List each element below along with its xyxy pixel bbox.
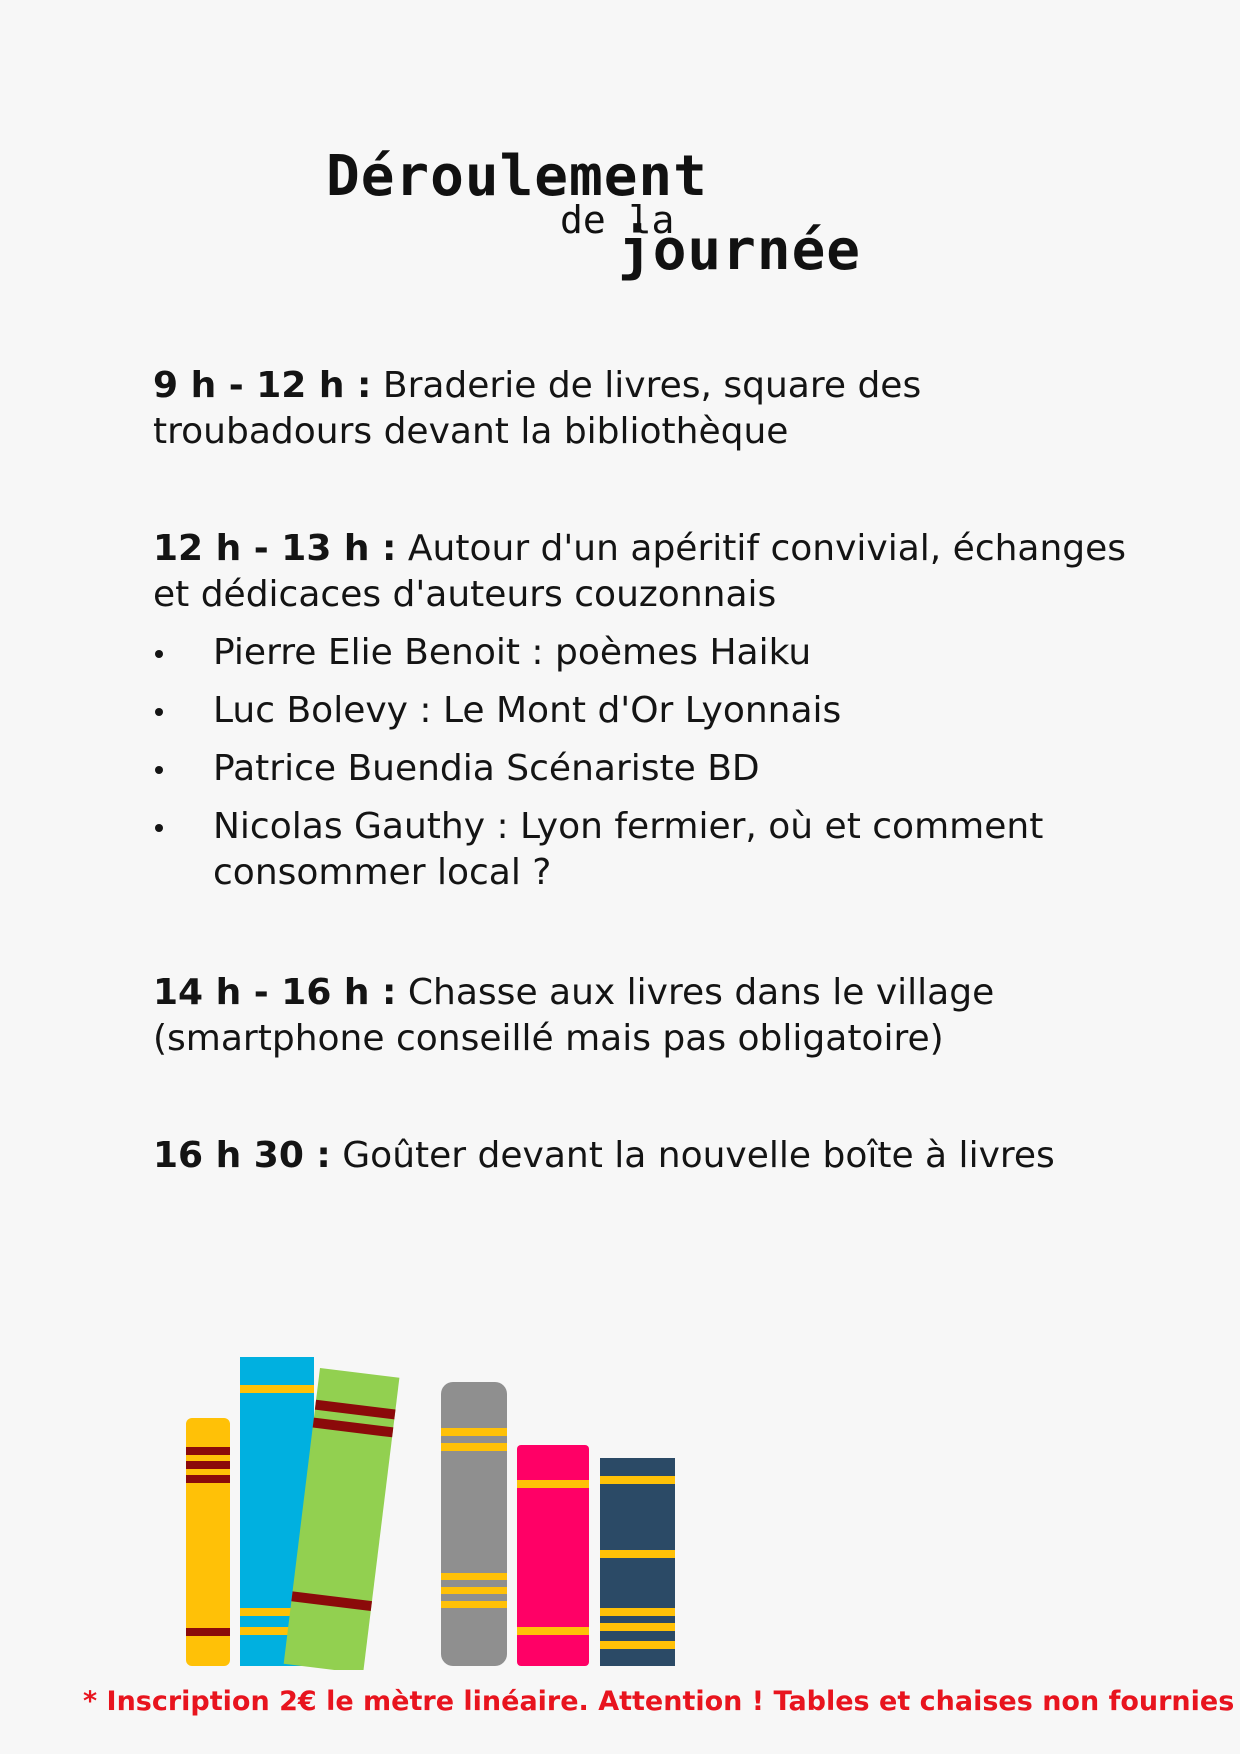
author-text: Nicolas Gauthy : Lyon fermier, où et comment consommer local ? (213, 806, 1044, 893)
author-text: Pierre Elie Benoit : poèmes Haiku (213, 632, 812, 673)
schedule-text: Goûter devant la nouvelle boîte à livres (330, 1135, 1055, 1176)
bullet-icon (155, 824, 163, 832)
schedule-time: 12 h - 13 h : (153, 528, 397, 569)
schedule-text: Chasse aux livres dans le village (smartphone conseillé mais pas obligatoire) (153, 972, 995, 1059)
title-line-1: Déroulement (326, 144, 708, 209)
bullet-icon (155, 766, 163, 774)
list-item (153, 688, 1113, 734)
list-item (153, 804, 1113, 896)
author-text: Patrice Buendia Scénariste BD (213, 748, 760, 789)
pink-book-icon (517, 1445, 589, 1666)
schedule-text: Autour d'un apéritif convivial, échanges et dédicaces d'auteurs couzonnais (153, 528, 1127, 615)
title-line-3: journée (618, 218, 862, 283)
list-item (153, 746, 1113, 792)
schedule-item-morning (153, 363, 1133, 455)
bullet-icon (155, 650, 163, 658)
navy-book-icon (600, 1458, 675, 1666)
schedule-item-noon (153, 526, 1133, 618)
author-text: Luc Bolevy : Le Mont d'Or Lyonnais (213, 690, 842, 731)
schedule-item-afternoon (153, 970, 1133, 1062)
yellow-book-icon (186, 1418, 230, 1666)
schedule-item-snack (153, 1133, 1133, 1179)
authors-list (153, 630, 1113, 908)
bullet-icon (155, 708, 163, 716)
footnote: * Inscription 2€ le mètre linéaire. Attention ! Tables et chaises non fournies (83, 1686, 1235, 1717)
grey-book-icon (441, 1382, 507, 1666)
books-illustration (170, 1340, 690, 1670)
schedule-time: 9 h - 12 h : (153, 365, 372, 406)
schedule-text: Braderie de livres, square des troubadours devant la bibliothèque (153, 365, 922, 452)
title-line-2: de la (560, 198, 675, 242)
list-item (153, 630, 1113, 676)
schedule-time: 16 h 30 : (153, 1135, 331, 1176)
schedule-time: 14 h - 16 h : (153, 972, 397, 1013)
